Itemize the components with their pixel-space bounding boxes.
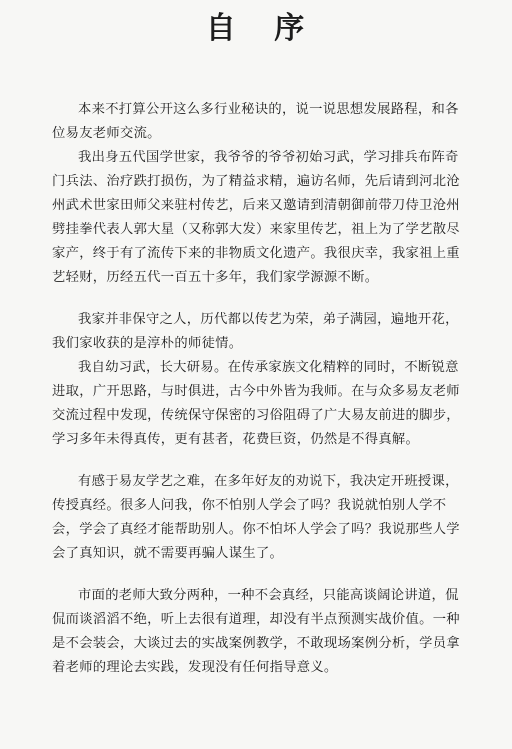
paragraph-teaching-tradition: 我家并非保守之人，历代都以传艺为荣，弟子满园，遍地开花，我们家收获的是淳朴的师徒情。: [52, 312, 459, 351]
preface-body: [52, 98, 472, 680]
paragraph-personal-study: 我自幼习武，长大研易。在传承家族文化精粹的同时，不断锐意进取，广开思路，与时俱进，古今中外皆为我师。在与众多易友老师交流过程中发现，传统保守保密的习俗阻碍了广大易友前进的脚步，学习多年未得真传，更有甚者，花费巨资，仍然是不得真解。: [52, 360, 460, 447]
paragraph-intro: 本来不打算公开这么多行业秘诀的，说一说思想发展路程，和各位易友老师交流。: [52, 102, 459, 141]
paragraph-market-teachers: 市面的老师大致分两种，一种不会真经，只能高谈阔论讲道，侃侃而谈滔滔不绝，听上去很有道理，却没有半点预测实战价值。一种是不会装会，大谈过去的实战案例教学，不敢现场案例分析，学员拿着老师的理论去实践，发现没有任何指导意义。: [52, 588, 460, 675]
paragraph-family-history: 我出身五代国学世家，我爷爷的爷爷初始习武，学习排兵布阵奇门兵法、治疗跌打损伤，为了精益求精，遍访名师，先后请到河北沧州武术世家田师父来驻村传艺，后来又邀请到清朝御前带刀侍卫沧州劈挂拳代表人郭大星（又称郭大发）来家里传艺，祖上为了学艺散尽家产，终于有了流传下来的非物质文化遗产。我很庆幸，我家祖上重艺轻财，历经五代一百五十多年，我们家学源源不断。: [52, 150, 460, 285]
paragraph-decision-to-teach: 有感于易友学艺之难，在多年好友的劝说下，我决定开班授课，传授真经。很多人问我，你不怕别人学会了吗？我说就怕别人学不会，学会了真经才能帮助别人。你不怕坏人学会了吗？我说那些人学会了真知识，就不需要再骗人谋生了。: [52, 474, 460, 561]
page-title: 自 序: [205, 11, 319, 46]
